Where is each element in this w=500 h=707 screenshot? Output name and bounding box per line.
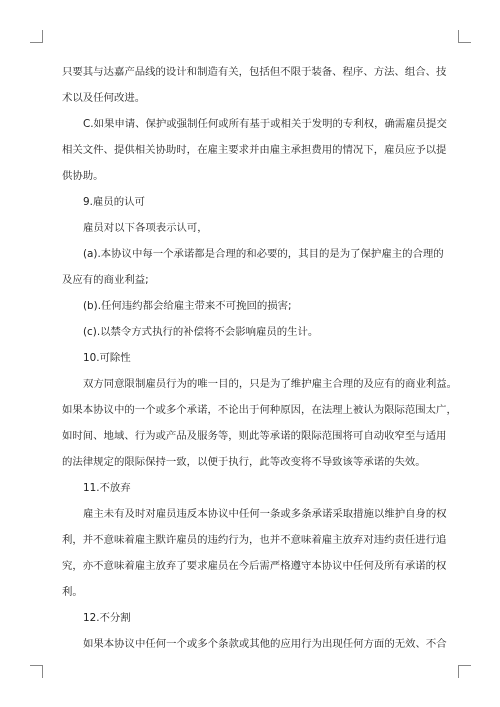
paragraph-line: 的法律规定的限际保持一致，以便于执行，此等改变将不导致该等承诺的失效。 (62, 456, 426, 468)
crop-mark-bottom-left (30, 665, 43, 678)
crop-mark-top-right (458, 30, 471, 43)
paragraph-line: 如果本协议中任何一个或多个条款或其他的应用行为出现任何方面的无效、不合 (83, 638, 447, 650)
paragraph-line: 供协助。 (62, 170, 104, 182)
paragraph-line: 如时间、地域、行为或产品及服务等，则此等承诺的限际范围将可自动收窄至与适用 (62, 430, 447, 442)
section-heading: 10.可除性 (83, 352, 131, 364)
paragraph-line: 术以及任何改进。 (62, 92, 146, 104)
paragraph-line: (b).任何违约都会给雇主带来不可挽回的损害; (83, 300, 292, 312)
section-heading: 12.不分割 (83, 612, 131, 624)
paragraph-line: 利，并不意味着雇主默许雇员的违约行为，也并不意味着雇主放弃对违约责任进行追 (62, 534, 447, 546)
paragraph-line: 双方同意限制雇员行为的唯一目的，只是为了维护雇主合理的及应有的商业利益。 (83, 378, 458, 390)
paragraph-line: 相关文件、提供相关协助时，在雇主要求并由雇主承担费用的情况下，雇员应予以提 (62, 144, 447, 156)
paragraph-line: (a).本协议中每一个承诺都是合理的和必要的，其目的是为了保护雇主的合理的 (83, 248, 444, 260)
paragraph-line: 只要其与达嘉产品线的设计和制造有关，包括但不限于装备、程序、方法、组合、技 (62, 66, 447, 78)
section-heading: 9.雇员的认可 (83, 196, 145, 208)
paragraph-line: 利。 (62, 586, 83, 598)
paragraph-line: 雇员对以下各项表示认可， (83, 222, 208, 234)
paragraph-line: 如果本协议中的一个或多个承诺，不论出于何种原因，在法理上被认为限际范围太广， (62, 404, 457, 416)
crop-mark-top-left (30, 30, 43, 43)
paragraph-line: 究，亦不意味着雇主放弃了要求雇员在今后需严格遵守本协议中任何及所有承诺的权 (62, 560, 447, 572)
paragraph-line: (c).以禁令方式执行的补偿将不会影响雇员的生计。 (83, 326, 319, 338)
paragraph-line: 雇主未有及时对雇员违反本协议中任何一条或多条承诺采取措施以维护自身的权 (83, 508, 447, 520)
document-body (62, 66, 458, 651)
crop-mark-bottom-right (458, 665, 471, 678)
paragraph-line: 及应有的商业利益; (62, 274, 149, 286)
paragraph-line: C.如果申请、保护或强制任何或所有基于或相关于发明的专利权，确需雇员提交 (83, 118, 447, 130)
section-heading: 11.不放弃 (83, 482, 131, 494)
